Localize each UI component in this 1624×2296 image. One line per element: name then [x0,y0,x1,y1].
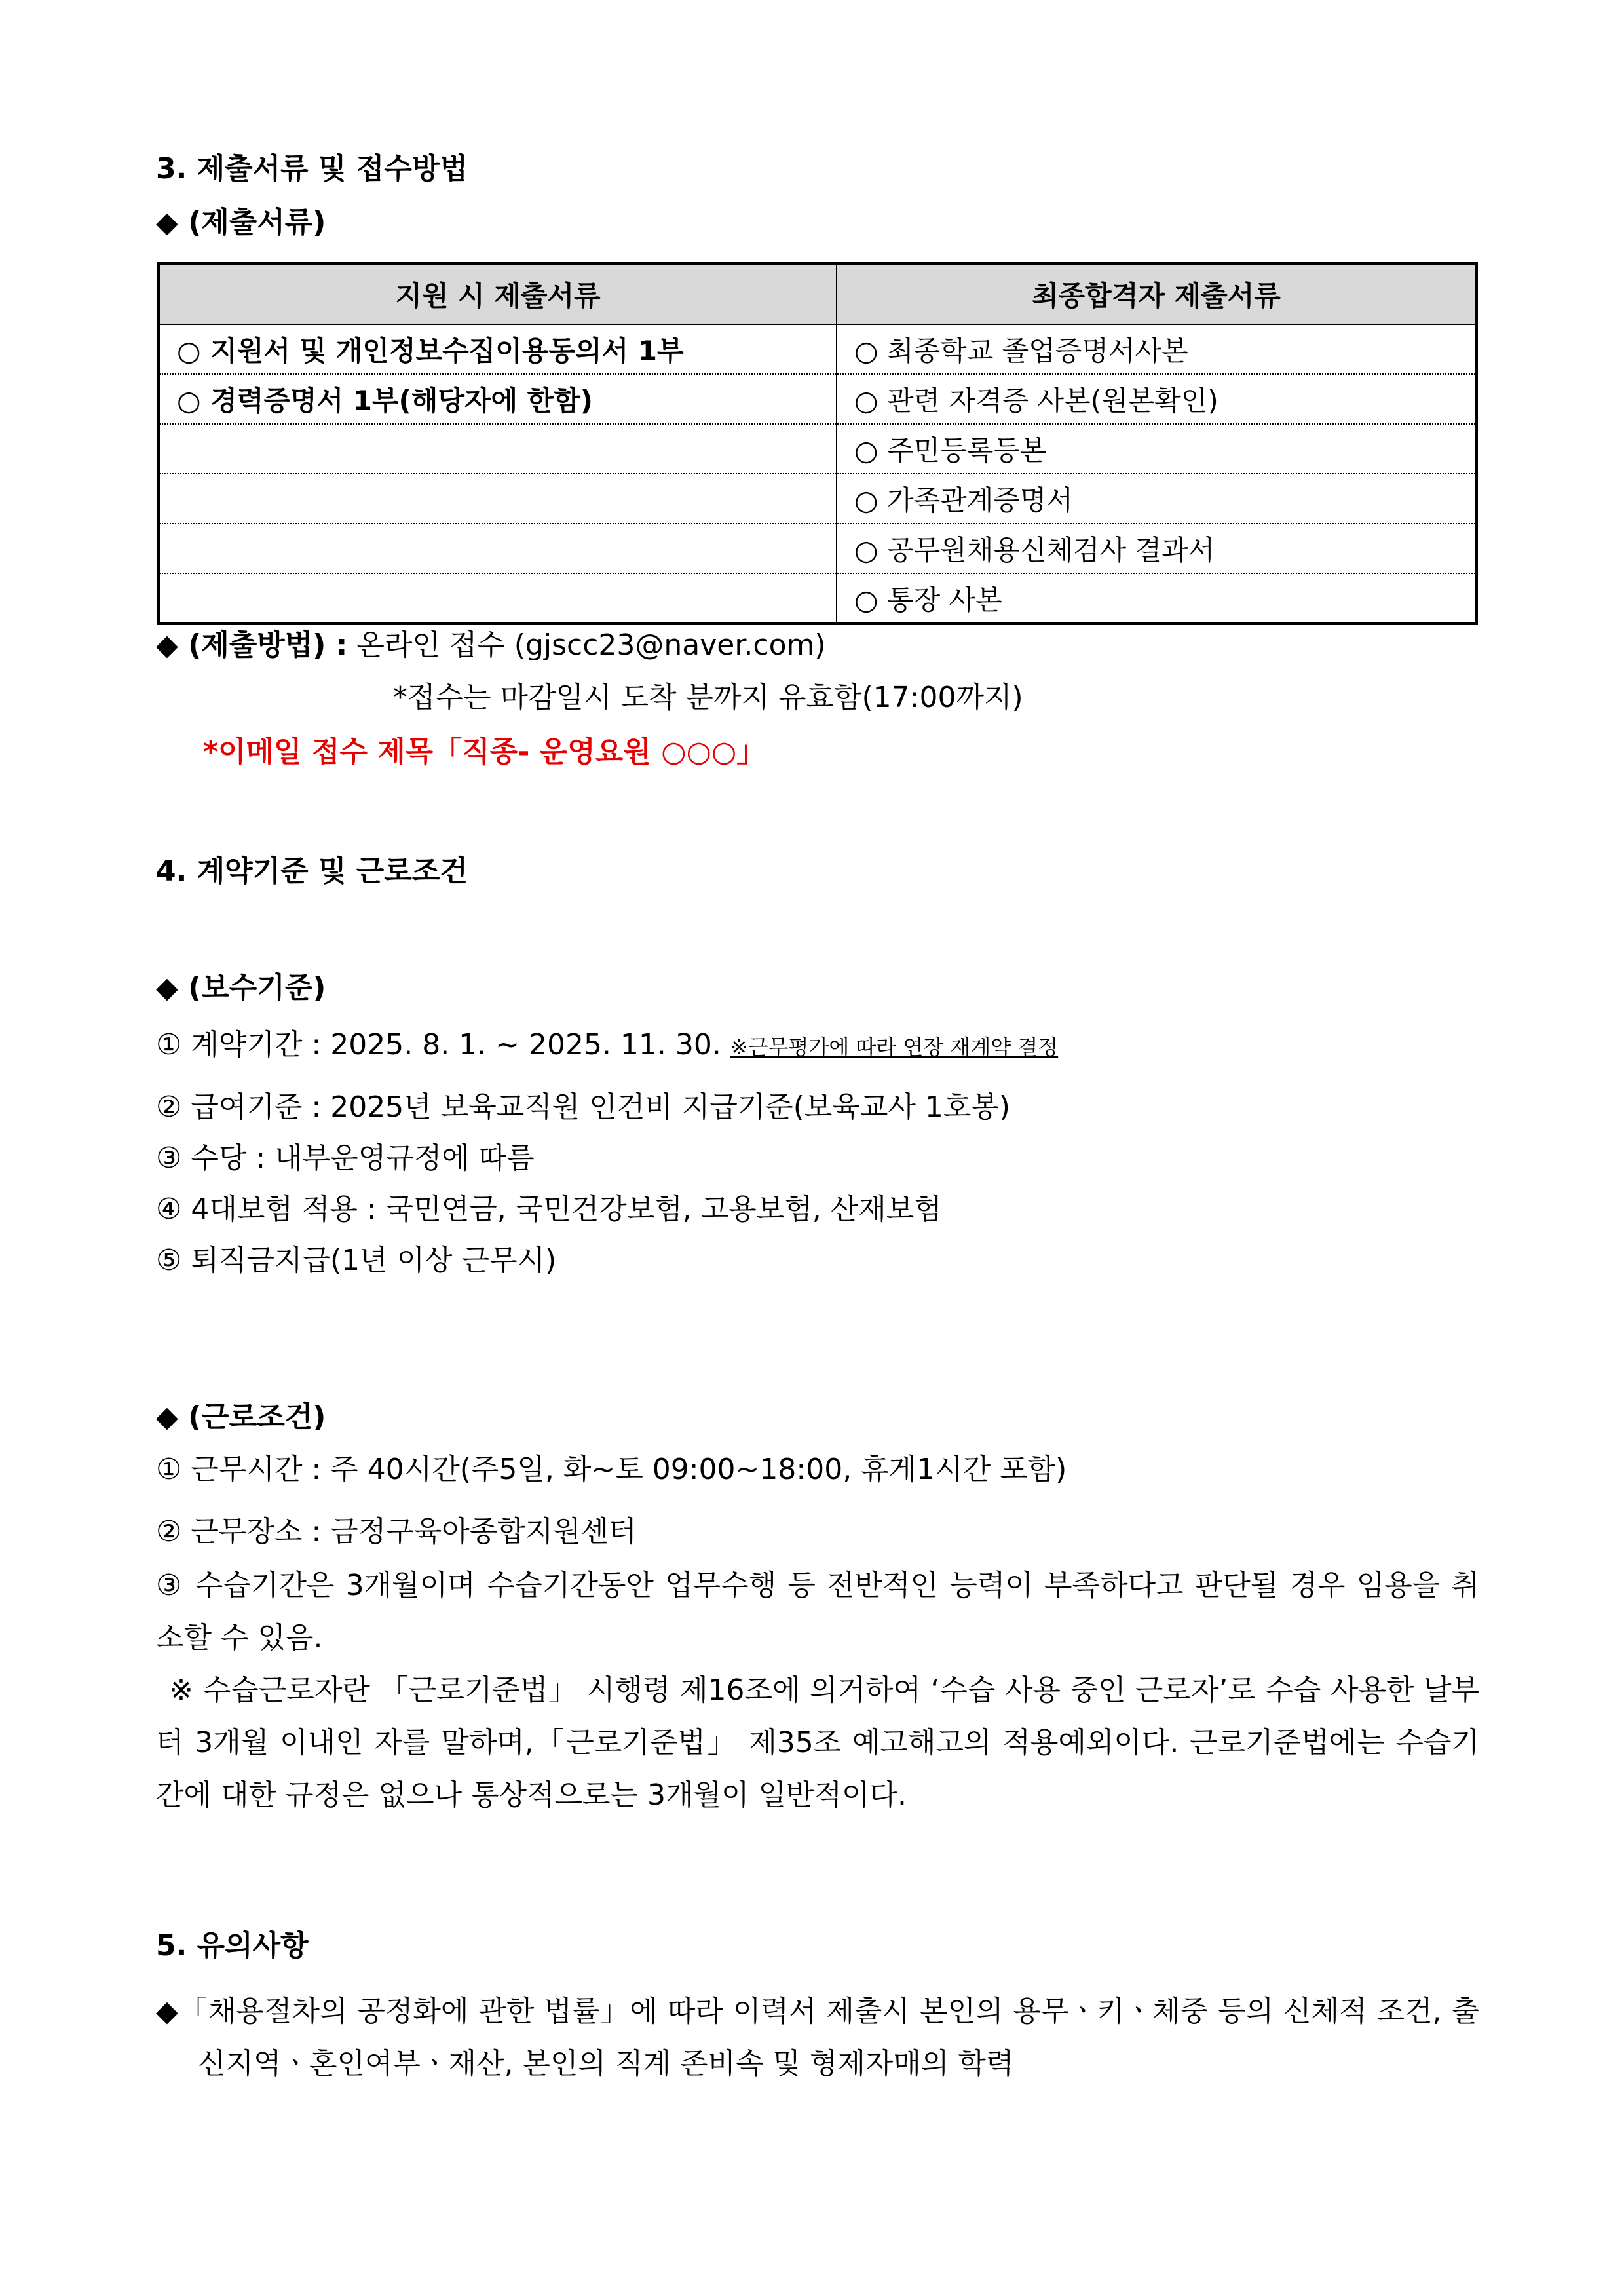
documents-table [157,262,1478,625]
table-row [159,573,1477,624]
section-4-title: 4. 계약기준 및 근로조건 [156,854,468,888]
table-cell: ○ 가족관계증명서 [837,474,1477,524]
probation-note: ※ 수습근로자란 「근로기준법」 시행령 제16조에 의거하여 ‘수습 사용 중인 근로자’로 수습 사용한 날부터 3개월 이내인 자를 말하며,「근로기준법」 제35조 예고해고의 적용예외이다. 근로기준법에는 수습기간에 대한 규정은 없으나 통상적으로는 3개월이 일반적이다. [156,1674,1479,1812]
method-label: ◆ (제출방법) : [156,628,348,662]
submission-method [156,626,826,665]
section-5-title: 5. 유의사항 [156,1929,309,1962]
table-header-row [159,263,1477,324]
notice-text: ◆「채용절차의 공정화에 관한 법률」에 따라 이력서 제출시 본인의 용무ㆍ키ㆍ체중 등의 신체적 조건, 출신지역ㆍ혼인여부ㆍ재산, 본인의 직계 존비속 및 형제자매의 학력 [156,1995,1479,2080]
email-title-note: *이메일 접수 제목「직종- 운영요원 ○○○」 [203,735,766,769]
table-cell: ○ 주민등록등본 [837,424,1477,474]
docs-heading: ◆ (제출서류) [156,206,326,239]
table-row [159,424,1477,474]
pay-item: ② 급여기준 : 2025년 보육교직원 인건비 지급기준(보육교사 1호봉) [156,1090,1011,1124]
pay-item: ④ 4대보험 적용 : 국민연금, 국민건강보험, 고용보험, 산재보험 [156,1193,942,1226]
table-cell: ○ 지원서 및 개인정보수집이용동의서 1부 [159,324,837,374]
pay-item-note: ※근무평가에 따라 연장 재계약 결정 [730,1035,1059,1060]
table-header: 최종합격자 제출서류 [837,263,1477,324]
method-text: 온라인 접수 (gjscc23@naver.com) [356,628,826,662]
table-cell [159,424,837,474]
table-row [159,474,1477,524]
table-cell: ○ 통장 사본 [854,584,1002,616]
table-cell: ○ 관련 자격증 사본(원본확인) [837,374,1477,424]
pay-item: ⑤ 퇴직금지급(1년 이상 근무시) [156,1244,557,1277]
table-cell [159,524,837,573]
pay-item: ③ 수당 : 내부운영규정에 따름 [156,1141,535,1175]
table-row [159,524,1477,573]
probation-text: ③ 수습기간은 3개월이며 수습기간동안 업무수행 등 전반적인 능력이 부족하다고 판단될 경우 임용을 취소할 수 있음. [156,1569,1479,1655]
section-3-title: 3. 제출서류 및 접수방법 [156,152,468,185]
pay-heading: ◆ (보수기준) [156,971,326,1004]
work-item: ① 근무시간 : 주 40시간(주5일, 화~토 09:00~18:00, 휴게1시간 포함) [156,1453,1067,1486]
table-cell: ○ 최종학교 졸업증명서사본 [837,324,1477,374]
table-cell [159,573,837,624]
pay-item-text: ① 계약기간 : 2025. 8. 1. ~ 2025. 11. 30. [156,1028,721,1062]
pay-item [156,1025,1058,1067]
table-cell [159,474,837,524]
work-item: ② 근무장소 : 금정구육아종합지원센터 [156,1515,637,1548]
table-cell: ○ 공무원채용신체검사 결과서 [837,524,1477,573]
table-row [159,324,1477,374]
table-header: 지원 시 제출서류 [159,263,837,324]
work-heading: ◆ (근로조건) [156,1400,326,1434]
table-row [159,374,1477,424]
method-note: *접수는 마감일시 도착 분까지 유효함(17:00까지) [393,681,1023,714]
table-cell: ○ 경력증명서 1부(해당자에 한함) [159,374,837,424]
